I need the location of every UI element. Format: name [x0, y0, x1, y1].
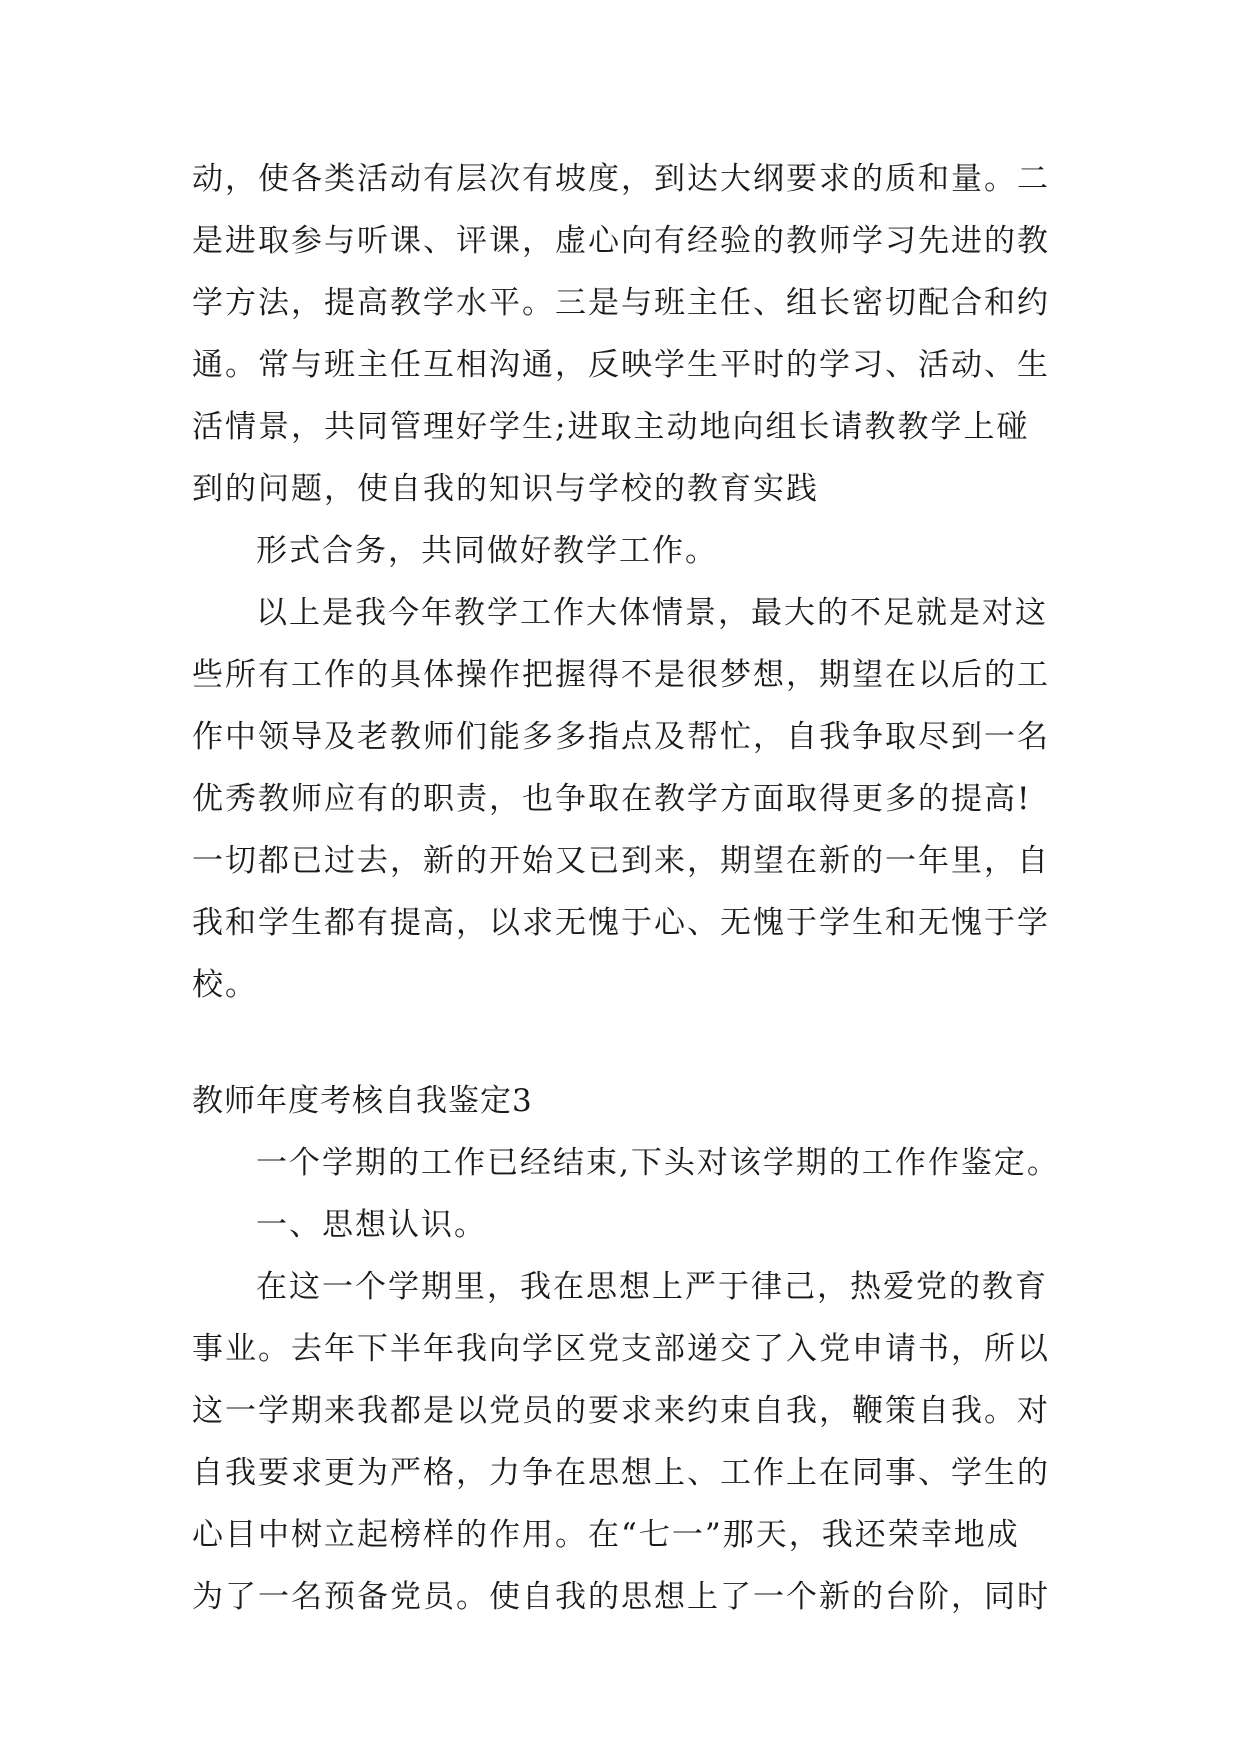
paragraph-line: 心目中树立起榜样的作用。在“七一”那天，我还荣幸地成	[192, 1517, 1020, 1553]
paragraph-line: 优秀教师应有的职责，也争取在教学方面取得更多的提高!	[192, 781, 1032, 817]
paragraph-line: 到的问题，使自我的知识与学校的教育实践	[192, 471, 819, 507]
paragraph-line: 通。常与班主任互相沟通，反映学生平时的学习、活动、生	[192, 347, 1050, 383]
paragraph-line: 一个学期的工作已经结束,下头对该学期的工作作鉴定。	[256, 1145, 1060, 1181]
paragraph-line: 事业。去年下半年我向学区党支部递交了入党申请书，所以	[192, 1331, 1050, 1367]
paragraph-line: 活情景，共同管理好学生;进取主动地向组长请教教学上碰	[192, 409, 1030, 445]
paragraph-line: 这一学期来我都是以党员的要求来约束自我，鞭策自我。对	[192, 1393, 1050, 1429]
paragraph-line: 一切都已过去，新的开始又已到来，期望在新的一年里，自	[192, 843, 1050, 879]
paragraph-line: 作中领导及老教师们能多多指点及帮忙，自我争取尽到一名	[192, 719, 1050, 755]
paragraph-line: 动，使各类活动有层次有坡度，到达大纲要求的质和量。二	[192, 161, 1050, 197]
section-subheading: 一、思想认识。	[256, 1207, 487, 1243]
paragraph-line: 为了一名预备党员。使自我的思想上了一个新的台阶，同时	[192, 1579, 1050, 1615]
paragraph-line: 自我要求更为严格，力争在思想上、工作上在同事、学生的	[192, 1455, 1050, 1491]
paragraph-line: 我和学生都有提高，以求无愧于心、无愧于学生和无愧于学	[192, 905, 1050, 941]
paragraph-line: 学方法，提高教学水平。三是与班主任、组长密切配合和约	[192, 285, 1050, 321]
paragraph-line: 形式合务，共同做好教学工作。	[256, 533, 718, 569]
paragraph-line: 些所有工作的具体操作把握得不是很梦想，期望在以后的工	[192, 657, 1050, 693]
paragraph-line: 在这一个学期里，我在思想上严于律己，热爱党的教育	[256, 1269, 1048, 1305]
paragraph-line: 是进取参与听课、评课，虚心向有经验的教师学习先进的教	[192, 223, 1050, 259]
paragraph-line: 校。	[192, 967, 258, 1003]
section-title: 教师年度考核自我鉴定3	[192, 1083, 533, 1119]
paragraph-line: 以上是我今年教学工作大体情景，最大的不足就是对这	[256, 595, 1048, 631]
